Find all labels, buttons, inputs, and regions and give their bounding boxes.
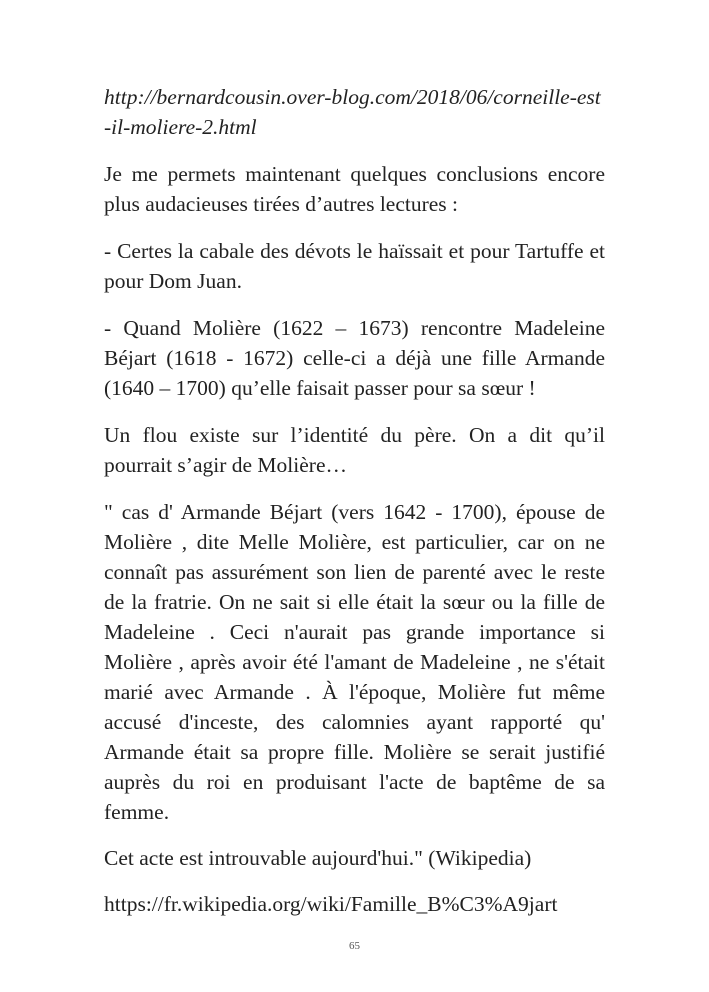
- page-number: 65: [349, 940, 360, 952]
- paragraph-flou-pere: Un flou existe sur l’identité du père. On a dit qu’il pourrait s’agir de Molière…: [104, 423, 605, 477]
- paragraph-intro: Je me permets maintenant quelques conclusions encore plus audacieuses tirées d’autres lectures :: [104, 162, 605, 216]
- paragraph-wiki-quote: " cas d' Armande Béjart (vers 1642 - 1700), épouse de Molière , dite Melle Molière, est particulier, car on ne connaît pas assurément son lien de parenté avec le reste de la fratrie. On ne sait si elle était la sœur ou la fille de Madeleine . Ceci n'aurait pas grande importance si Molière , après avoir été l'amant de Madeleine , ne s'était marié avec Armande . À l'époque, Molière fut même accusé d'inceste, des calomnies ayant rapporté qu' Armande était sa propre fille. Molière se serait justifié auprès du roi en produisant l'acte de baptême de sa femme.: [104, 500, 605, 824]
- paragraph-acte-introuvable: Cet acte est introuvable aujourd'hui." (Wikipedia): [104, 846, 532, 870]
- paragraph-cabale: - Certes la cabale des dévots le haïssait et pour Tartuffe et pour Dom Juan.: [104, 239, 605, 293]
- paragraph-madeleine: - Quand Molière (1622 – 1673) rencontre Madeleine Béjart (1618 - 1672) celle-ci a déjà une fille Armande (1640 – 1700) qu’elle faisait passer pour sa sœur !: [104, 316, 605, 400]
- source-url-wikipedia: https://fr.wikipedia.org/wiki/Famille_B%C3%A9jart: [104, 892, 558, 916]
- page-body: [104, 82, 605, 919]
- source-url-bernardcousin: http://bernardcousin.over-blog.com/2018/06/corneille-est-il-moliere-2.html: [104, 85, 601, 139]
